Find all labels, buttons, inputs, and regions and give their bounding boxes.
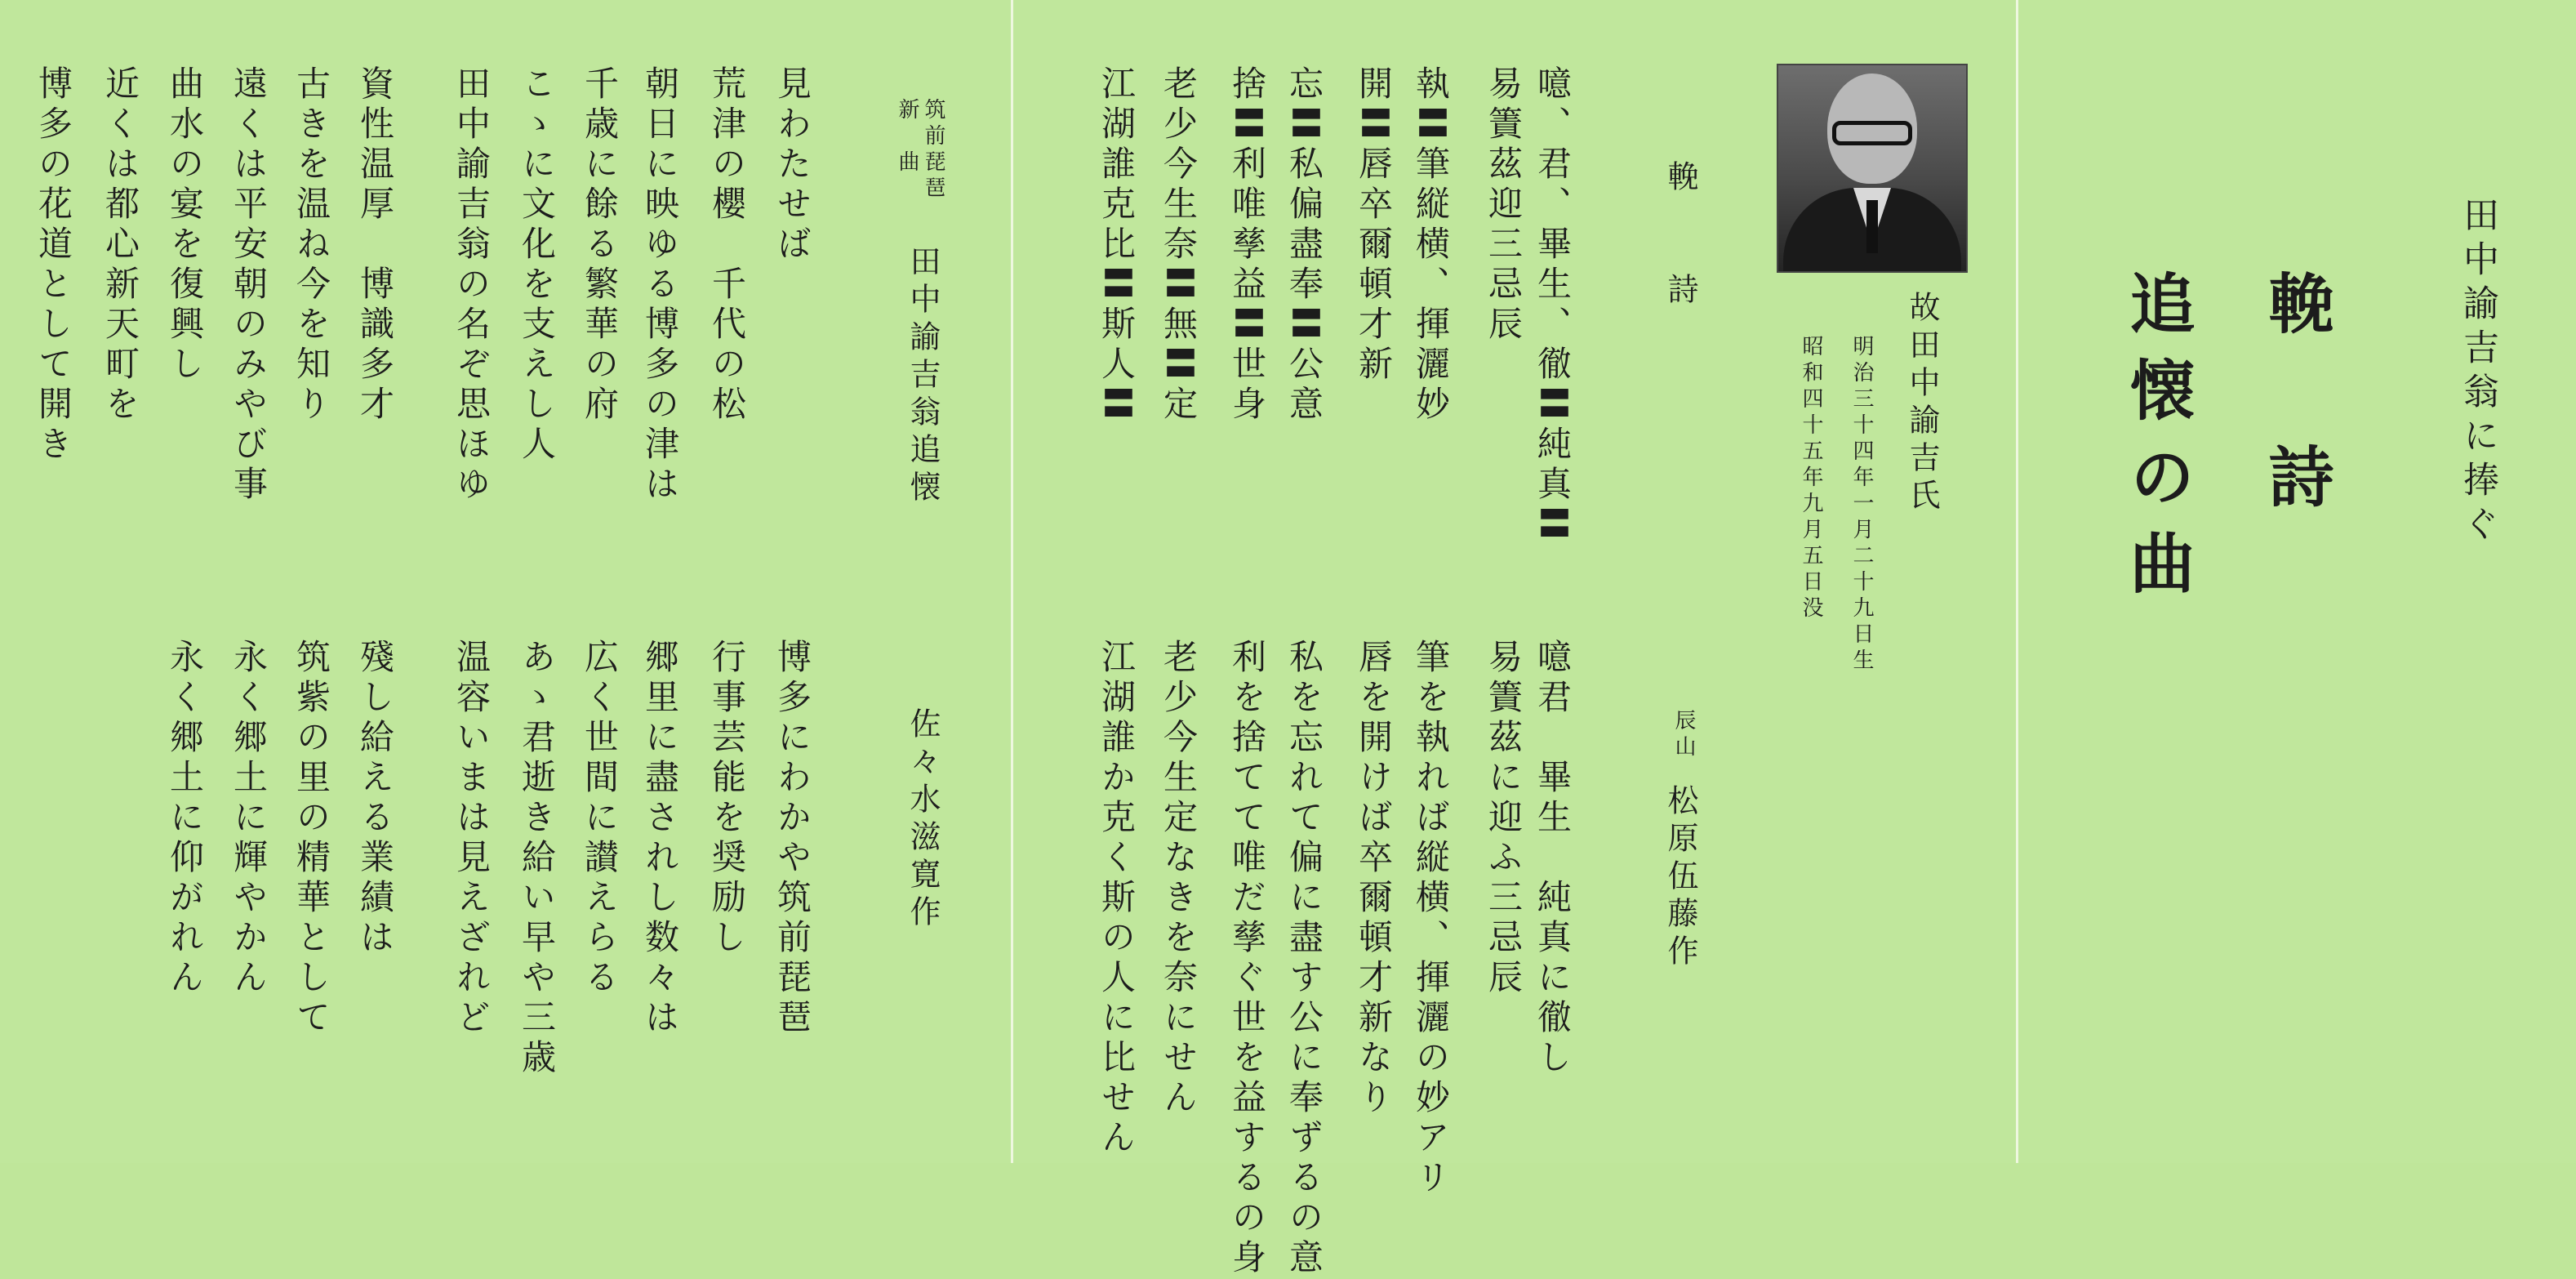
title-banshi: 輓 詩 [2258, 270, 2334, 529]
author-prefix: 辰山 [1671, 709, 1696, 761]
verse-line: あゝ君逝き給い早や三歳 [517, 639, 557, 1079]
song-panel [0, 0, 1011, 1163]
verse-line: 殘し給える業績は [355, 639, 395, 959]
kanbun-line: 易簀茲迎三忌辰 [1484, 65, 1524, 345]
verse-line: 温容いまは見えざれど [452, 639, 492, 1039]
yomi-line: 噫君 畢生 純真に徹し [1533, 639, 1573, 1079]
yomi-line: 利を捨てて唯だ孳ぐ世を益するの身 [1227, 639, 1267, 1279]
verse-line: 見わたせば [772, 65, 812, 265]
photo-caption: 故田中諭吉氏 [1904, 291, 1940, 516]
kanbun-line: 江湖誰克比〓斯人〓 [1097, 65, 1137, 426]
dedication: 田中諭吉翁に捧ぐ [2457, 196, 2498, 549]
birth-date: 明治三十四年一月二十九日生 [1849, 335, 1874, 675]
banshi-panel [1013, 0, 2016, 1279]
verse-line: 永く郷土に輝やかん [229, 639, 269, 999]
kanbun-line: 老少今生奈〓無〓定 [1159, 65, 1199, 426]
kanbun-line: 執〓筆縦横、揮灑妙 [1411, 65, 1451, 426]
verse-line: 筑紫の里の精華として [291, 639, 331, 1039]
verse-line: 永く郷土に仰がれん [165, 639, 205, 999]
yomi-line: 江湖誰か克く斯の人に比せん [1097, 639, 1137, 1159]
yomi-line: 筆を執れば縦横、揮灑の妙アリ [1411, 639, 1451, 1199]
verse-line: 遠くは平安朝のみやび事 [229, 65, 269, 506]
yomi-line: 唇を開けば卒爾頓才新なり [1354, 639, 1394, 1119]
death-date: 昭和四十五年九月五日没 [1799, 335, 1823, 622]
title-tsuikai: 追懐の曲 [2119, 270, 2196, 616]
author-name: 松原伍藤作 [1662, 784, 1698, 972]
portrait-photo [1777, 64, 1968, 273]
yomi-line: 易簀茲に迎ふ三忌辰 [1484, 639, 1524, 999]
genre-biwa: 筑前琵琶 [921, 98, 945, 203]
verse-line: 資性温厚 博識多才 [355, 65, 395, 426]
verse-line: こゝに文化を支えし人 [517, 65, 557, 466]
verse-line: 千歳に餘る繁華の府 [580, 65, 620, 426]
kanbun-line: 噫、君、畢生、徹〓純真〓 [1533, 65, 1573, 546]
verse-line: 博多にわかや筑前琵琶 [772, 639, 812, 1039]
kanbun-line: 捨〓利唯孳益〓世身 [1227, 65, 1267, 426]
verse-line: 行事芸能を奨励し [707, 639, 747, 959]
song-author: 佐々水滋寛作 [905, 707, 941, 933]
verse-line: 荒津の櫻 千代の松 [707, 65, 747, 426]
kanbun-line: 開〓唇卒爾頓才新 [1354, 65, 1394, 385]
verse-line: 近くは都心新天町を [100, 65, 140, 426]
yomi-line: 老少今生定なきを奈にせん [1159, 639, 1199, 1119]
verse-line: 郷里に盡されし数々は [640, 639, 680, 1039]
verse-line: 曲水の宴を復興し [165, 65, 205, 385]
cover-panel [2018, 0, 2576, 1163]
verse-line: 田中諭吉翁の名ぞ思ほゆ [452, 65, 492, 506]
verse-line: 朝日に映ゆる博多の津は [640, 65, 680, 506]
genre-new-song: 新 曲 [895, 98, 919, 176]
song-title: 田中諭吉翁追懐 [905, 245, 941, 508]
poem-heading: 輓 詩 [1662, 160, 1698, 310]
yomi-line: 私を忘れて偏に盡す公に奉ずるの意 [1284, 639, 1324, 1279]
kanbun-line: 忘〓私偏盡奉〓公意 [1284, 65, 1324, 426]
verse-line: 古きを温ね今を知り [291, 65, 331, 426]
verse-line: 博多の花道として開き [33, 65, 73, 466]
verse-line: 広く世間に讃えらる [580, 639, 620, 999]
